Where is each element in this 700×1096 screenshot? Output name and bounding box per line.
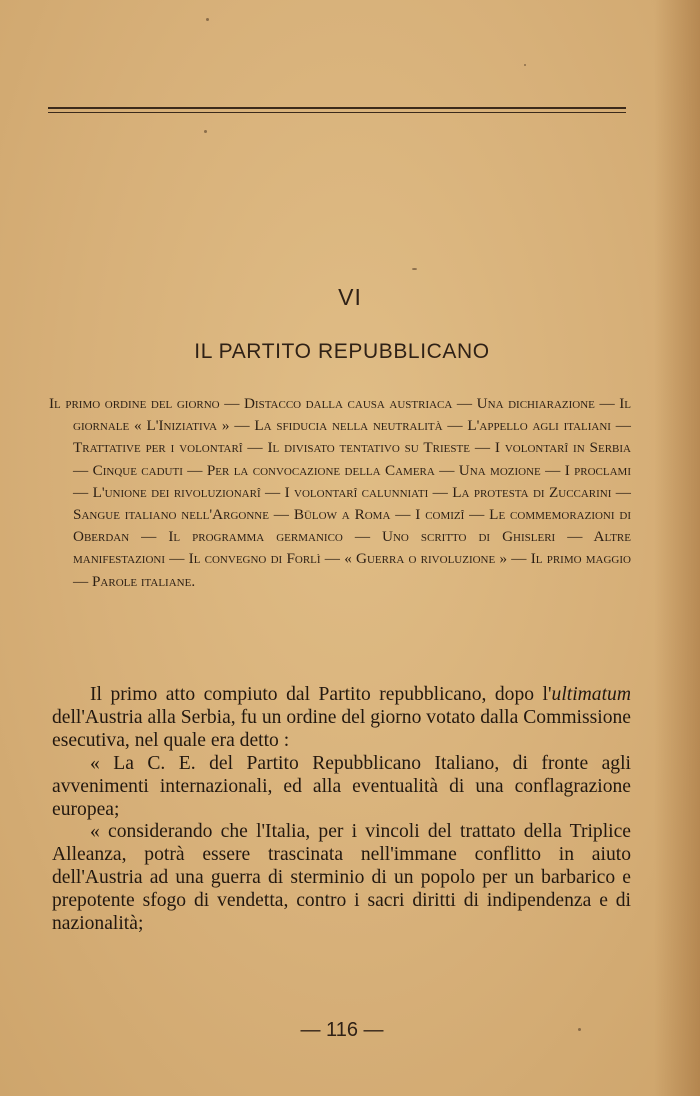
paragraph-1-italic: ultimatum bbox=[551, 684, 631, 705]
body-text bbox=[52, 684, 631, 936]
paragraph-1-end: dell'Austria alla Serbia, fu un ordine del giorno votato dalla Commissione esecutiva, nel quale era detto : bbox=[52, 706, 631, 751]
header-rule-thin bbox=[48, 112, 626, 113]
paper-speck bbox=[204, 130, 207, 133]
paragraph-1-start: Il primo atto compiuto dal Partito repubblicano, dopo l' bbox=[90, 684, 552, 705]
paragraph-1 bbox=[52, 684, 631, 753]
header-rule-thick bbox=[48, 107, 626, 109]
page-edge-shadow bbox=[654, 0, 700, 1096]
paper-speck bbox=[524, 64, 526, 66]
paragraph-3: « considerando che l'Italia, per i vincoli del trattato della Triplice Alleanza, potrà essere trascinata nell'immane conflitto in aiuto dell'Austria ad una guerra di sterminio di un popolo per un barbarico e prepotente sfogo di vendetta, contro i sacri diritti di indipendenza e di nazionalità; bbox=[52, 821, 631, 935]
chapter-title: IL PARTITO REPUBBLICANO bbox=[194, 340, 490, 363]
paper-speck bbox=[412, 268, 417, 270]
page-number: — 116 — bbox=[300, 1019, 384, 1041]
chapter-summary: Il primo ordine del giorno — Distacco dalla causa austriaca — Una dichiarazione — Il giornale « L'Iniziativa » — La sfiducia nella neutralità — L'appello agli italiani — Trattative per i volontarî — Il divisato tentativo su Trieste — I volontarî in Serbia — Cinque caduti — Per la convocazione della Camera — Una mozione — I proclami — L'unione dei rivoluzionarî — I volontarî calunniati — La protesta di Zuccarini — Sangue italiano nell'Argonne — Bülow a Roma — I comizî — Le commemorazioni di Oberdan — Il programma germanico — Uno scritto di Ghisleri — Altre manifestazioni — Il convegno di Forlì — « Guerra o rivoluzione » — Il primo maggio — Parole italiane. bbox=[49, 395, 631, 590]
paper-speck bbox=[206, 18, 209, 21]
chapter-number: VI bbox=[338, 284, 362, 310]
paragraph-2: « La C. E. del Partito Repubblicano Italiano, di fronte agli avvenimenti internazionali, ed alla eventualità di una conflagrazione europea; bbox=[52, 752, 631, 820]
